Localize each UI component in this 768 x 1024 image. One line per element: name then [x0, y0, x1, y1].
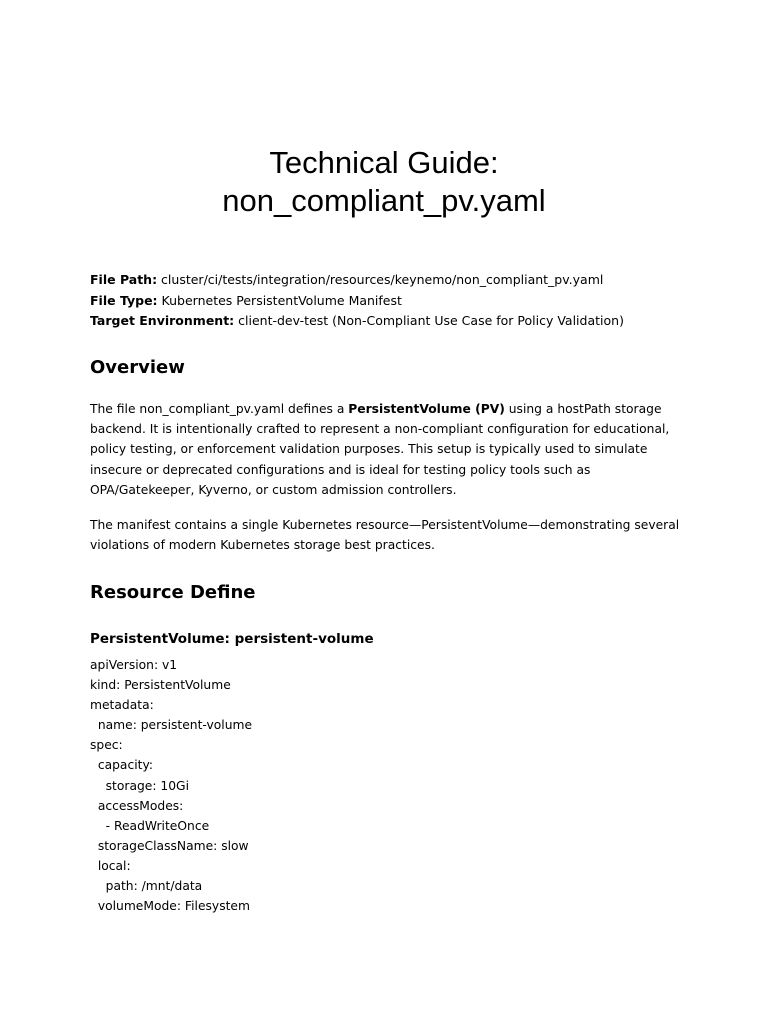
target-environment-row [90, 311, 730, 332]
overview-paragraph-1-text-a: The file non_compliant_pv.yaml defines a [90, 402, 349, 416]
resource-define-heading: Resource Define [90, 582, 256, 603]
yaml-code-line: capacity: [90, 758, 153, 773]
overview-paragraph-1-text-b: using a hostPath storage backend. It is intentionally crafted to represent a non-compliant configuration for educational, policy testing, or enforcement validation purposes. This setup is typically used to simulate insecure or deprecated configurations and is ideal for testing policy tools such as OPA/Gatekeeper, Kyverno, or custom admission controllers. [90, 402, 670, 497]
yaml-code-line: spec: [90, 738, 123, 753]
yaml-code-line: apiVersion: v1 [90, 658, 178, 672]
file-path-label: File Path: [90, 272, 158, 287]
yaml-code-line: local: [90, 858, 131, 873]
file-type-value: Kubernetes PersistentVolume Manifest [157, 292, 402, 308]
yaml-code-line: metadata: [90, 698, 154, 713]
overview-paragraph-1-bold: PersistentVolume (PV) [348, 402, 505, 416]
file-type-row [90, 291, 730, 312]
file-metadata [90, 270, 730, 332]
file-type-label: File Type: [90, 292, 158, 308]
persistent-volume-subheading: PersistentVolume: persistent-volume [90, 631, 374, 647]
target-environment-value: client-dev-test (Non-Compliant Use Case for Policy Validation) [234, 313, 624, 328]
yaml-code-line: storage: 10Gi [90, 778, 189, 793]
yaml-code-line: - ReadWriteOnce [90, 818, 210, 833]
overview-heading: Overview [90, 357, 185, 378]
title-line-2: non_compliant_pv.yaml [222, 183, 546, 218]
yaml-code-line: volumeMode: Filesystem [90, 899, 250, 914]
yaml-code-line: kind: PersistentVolume [90, 678, 231, 693]
document-title [0, 144, 768, 220]
yaml-code-line: storageClassName: slow [90, 838, 249, 853]
yaml-code-line: name: persistent-volume [90, 718, 253, 733]
target-environment-label: Target Environment: [90, 313, 235, 328]
overview-paragraph-1 [90, 399, 686, 500]
overview-paragraph-2: The manifest contains a single Kubernetes resource—PersistentVolume—demonstrating several violations of modern Kubernetes storage best practices. [90, 518, 680, 553]
yaml-code-line: path: /mnt/data [90, 879, 203, 894]
yaml-code-line: accessModes: [90, 798, 184, 813]
yaml-code-block [90, 655, 252, 916]
file-path-value: cluster/ci/tests/integration/resources/keynemo/non_compliant_pv.yaml [157, 272, 604, 287]
file-path-row [90, 270, 730, 291]
title-line-1: Technical Guide: [269, 145, 499, 180]
